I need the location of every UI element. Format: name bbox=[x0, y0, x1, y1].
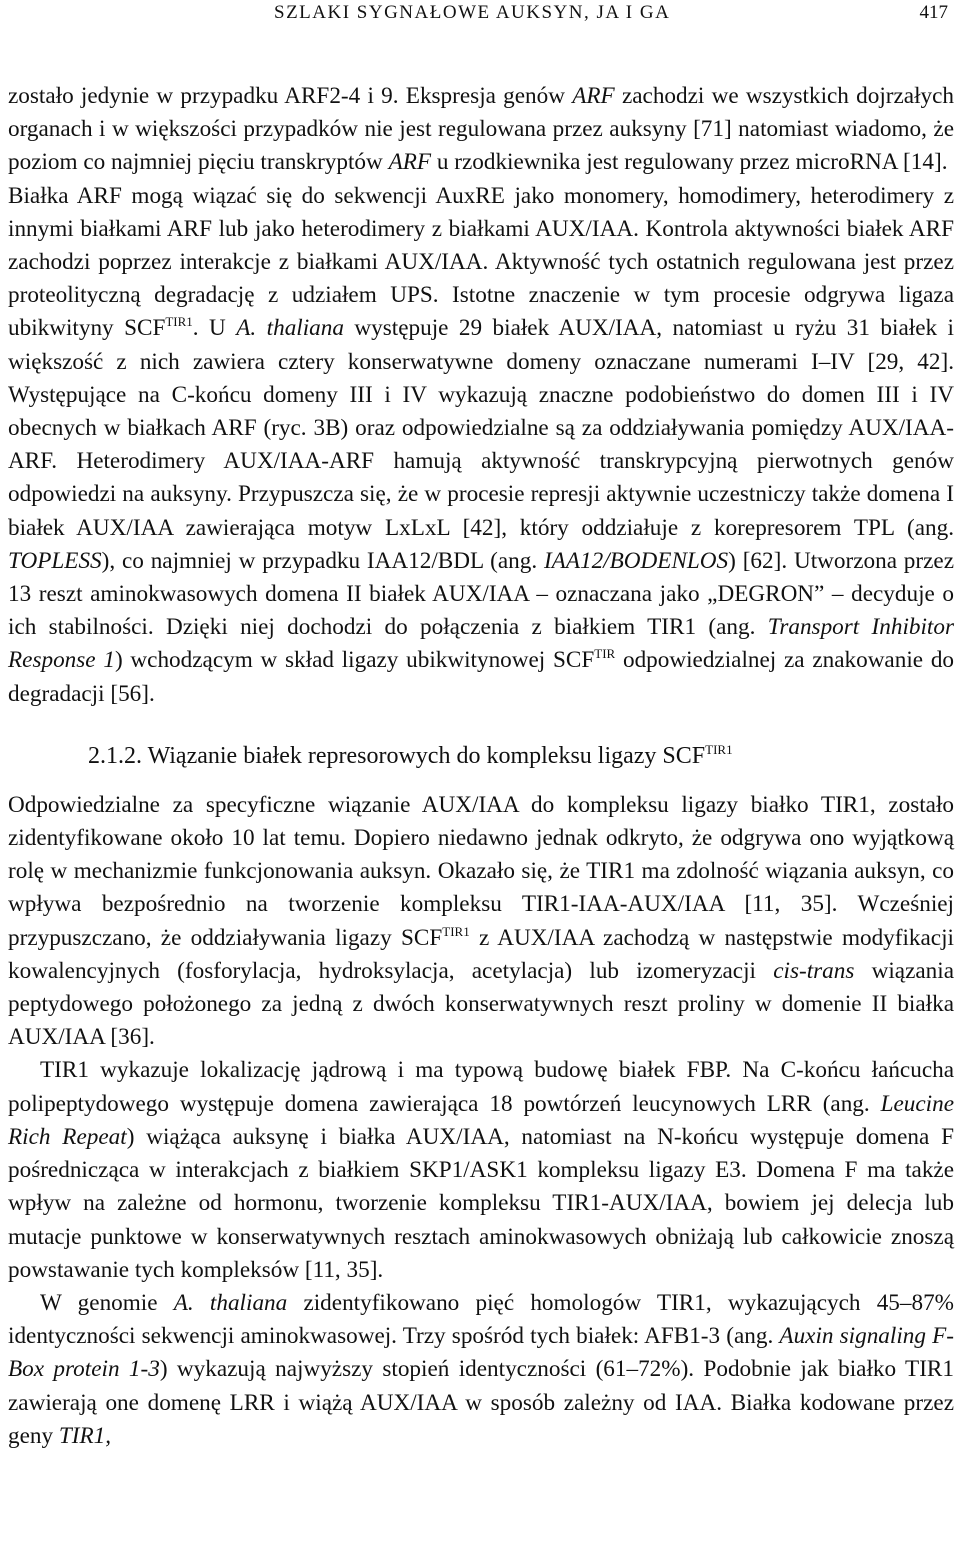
text-run: Odpowiedzialne za specyficzne wiązanie AUX/IAA do kompleksu ligazy białko TIR1, zostało zidentyfikowane około 10 lat temu. Dopiero niedawno jednak odkryto, że odgrywa ono wyjątkową rolę w mechanizmie funkcjonowania auksyn. Okazało się, że TIR1 ma zdolność wiązania auksyn, co wpływa bezpośrednio na tworzenie kompleksu TIR1-IAA-AUX/IAA [11, 35]. Wcześniej przypuszczano, że oddziaływania ligazy SCF bbox=[8, 791, 954, 951]
text-run: . U bbox=[192, 315, 237, 342]
text-run: zachodzi we wszystkich dojrzałych organach i w większości przypadków nie jest regulowana przez auksyny [71] natomiast wiadomo, że poziom co najmniej pięciu transkryptów bbox=[8, 83, 954, 176]
text-run: ) wykazują najwyższy stopień identyczności (61–72%). Podobnie jak białko TIR1 zawierają one domenę LRR i wiążą AUX/IAA w sposób zależny od IAA. Białka kodowane przez geny bbox=[8, 1356, 954, 1449]
gene-name: ARF bbox=[388, 149, 432, 176]
superscript: TIR bbox=[594, 646, 616, 662]
species-name: A. thaliana bbox=[236, 315, 344, 342]
gene-name: ARF bbox=[572, 83, 615, 109]
section-heading bbox=[8, 741, 954, 771]
italic-term: Auxin signaling F-Box protein 1-3 bbox=[8, 1323, 954, 1383]
text-run: zostało jedynie w przypadku ARF2-4 i 9. Ekspresja genów bbox=[8, 83, 573, 109]
italic-term: Leucine Rich Repeat bbox=[8, 1090, 954, 1150]
gene-name: TIR1, bbox=[58, 1422, 112, 1449]
paragraph-tir1-binding bbox=[8, 789, 954, 1055]
paragraph-arf-expression bbox=[8, 80, 954, 180]
text-run: u rzodkiewnika jest regulowany przez microRNA [14]. bbox=[431, 149, 948, 176]
superscript: TIR1 bbox=[705, 741, 733, 757]
running-title: SZLAKI SYGNAŁOWE AUKSYN, JA I GA bbox=[274, 2, 671, 23]
italic-term: Transport Inhibitor Response 1 bbox=[8, 614, 954, 674]
text-run: ) wiążąca auksynę i białka AUX/IAA, natomiast na N-końcu występuje domena F pośrednicząca w interakcjach z białkiem SKP1/ASK1 kompleksu ligazy E3. Domena F ma także wpływ na zależne od hormonu, tworzenie kompleksu TIR1-AUX/IAA, bowiem jej delecja lub mutacje punktowe w konserwatywnych resztach aminokwasowych obniżają lub całkowicie znoszą powstawanie tych kompleksów [11, 35]. bbox=[8, 1123, 954, 1283]
italic-term: cis-trans bbox=[773, 957, 855, 984]
article-body bbox=[8, 80, 954, 1453]
italic-term: IAA12/BODENLOS bbox=[543, 547, 729, 574]
text-run: z AUX/IAA zachodzą w następstwie modyfikacji kowalencyjnych (fosforylacja, hydroksylacja, acetylacja) lub izomeryzacji bbox=[8, 924, 954, 984]
text-run: Białka ARF mogą wiązać się do sekwencji AuxRE jako monomery, homodimery, heterodimery z innymi białkami ARF lub jako heterodimery z białkami AUX/IAA. Kontrola aktywności białek ARF zachodzi poprzez interakcje z białkami AUX/IAA. Aktywność tych ostatnich regulowana jest przez proteolityczną degradację z udziałem UPS. Istotne znaczenie w tym procesie odgrywa ligaza ubikwityny SCF bbox=[8, 182, 954, 342]
text-run: odpowiedzialnej za znakowanie do degradacji [56]. bbox=[8, 647, 955, 707]
text-run: W genomie bbox=[40, 1289, 174, 1316]
section-heading-text: 2.1.2. Wiązanie białek represorowych do kompleksu ligazy SCF bbox=[88, 742, 706, 769]
text-run: ) [62]. Utworzona przez 13 reszt aminokwasowych domena II białek AUX/IAA – oznaczana jako „DEGRON” – decyduje o ich stabilności. Dzięki niej dochodzi do połączenia z białkiem TIR1 (ang. bbox=[8, 547, 954, 641]
paragraph-arf-binding bbox=[8, 180, 954, 711]
text-run: występuje 29 białek AUX/IAA, natomiast u ryżu 31 białek i większość z nich zawiera cztery konserwatywne domeny oznaczane numerami I–IV [29, 42]. Występujące na C-końcu domeny III i IV wykazują znaczne podobieństwo do domen III i IV obecnych w białkach ARF (ryc. 3B) oraz odpowiedzialne są za oddziaływania pomiędzy AUX/IAA-ARF. Heterodimery AUX/IAA-ARF hamują aktywność transkrypcyjną pierwotnych genów odpowiedzi na auksyny. Przypuszcza się, że w procesie represji aktywnie uczestniczy także domena I białek AUX/IAA zawierająca motyw LxLxL [42], który oddziałuje z korepresorem TPL (ang. bbox=[8, 315, 954, 541]
paragraph-tir1-structure bbox=[8, 1054, 954, 1286]
page-number: 417 bbox=[919, 2, 948, 23]
text-run: ), co najmniej w przypadku IAA12/BDL (ang. bbox=[101, 547, 544, 574]
text-run: TIR1 wykazuje lokalizację jądrową i ma typową budowę białek FBP. Na C-końcu łańcucha polipeptydowego występuje domena zawierająca 18 powtórzeń leucynowych LRR (ang. bbox=[8, 1057, 954, 1117]
text-run: zidentyfikowano pięć homologów TIR1, wykazujących 45–87% identyczności sekwencji aminokwasowej. Trzy spośród tych białek: AFB1-3 (ang. bbox=[8, 1289, 954, 1350]
superscript: TIR1 bbox=[442, 923, 470, 939]
text-run: wiązania peptydowego położonego za jedną z dwóch konserwatywnych reszt proliny w domenie II białka AUX/IAA [36]. bbox=[8, 957, 954, 1051]
superscript: TIR1 bbox=[165, 314, 193, 330]
italic-term: TOPLESS bbox=[8, 547, 102, 574]
paragraph-tir1-homologs bbox=[8, 1287, 954, 1453]
text-run: ) wchodzącym w skład ligazy ubikwitynowej SCF bbox=[114, 647, 595, 674]
running-header bbox=[0, 0, 960, 30]
species-name: A. thaliana bbox=[173, 1289, 288, 1316]
